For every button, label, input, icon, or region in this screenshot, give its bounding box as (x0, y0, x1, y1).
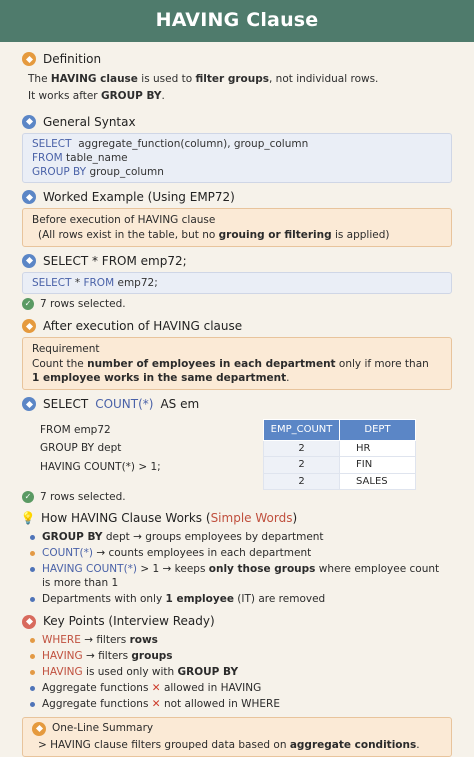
example-heading (22, 189, 452, 205)
diamond-bullet-icon (22, 52, 36, 66)
bullet-icon (30, 702, 35, 707)
table-row (264, 473, 416, 490)
kp1-kw: WHERE (42, 633, 81, 646)
summary-heading (32, 721, 442, 735)
summary-box (22, 717, 452, 756)
table-row (264, 457, 416, 474)
rows-selected-2 (22, 490, 452, 504)
bullet-icon (30, 670, 35, 675)
header-bar (0, 0, 474, 42)
keypoints-heading-text: Key Points (Interview Ready) (43, 614, 215, 629)
cell-count: 2 (264, 440, 340, 457)
how-b4-text-1: Departments with only (42, 593, 166, 606)
syntax-kw-groupby: GROUP BY (32, 166, 87, 179)
how-heading-2: ) (292, 511, 298, 526)
col-dept: DEPT (340, 420, 416, 441)
req-text-2: only if more than (335, 357, 429, 370)
list-item (30, 546, 452, 560)
def-bold-1: HAVING clause (50, 73, 138, 86)
req-bold-1: number of employees in each department (87, 357, 336, 370)
how-b3-bold: only those groups (208, 562, 316, 575)
req-text-1: Count the (32, 357, 88, 370)
kp5-text-2: not allowed in WHERE (163, 698, 280, 711)
cell-dept: SALES (340, 473, 416, 490)
after-heading (22, 318, 452, 334)
select-code-box (22, 272, 452, 294)
bullet-icon (30, 551, 35, 556)
syntax-kw-select: SELECT (32, 137, 72, 150)
bullet-icon (30, 654, 35, 659)
select-heading (22, 253, 452, 269)
rows-selected-text-1: 7 rows selected. (40, 298, 126, 311)
how-b3-text-2: where employee count (315, 562, 440, 575)
summary-text-1: > HAVING clause filters grouped data based on (38, 738, 290, 751)
bullet-icon (30, 686, 35, 691)
syntax-line-1: aggregate_function(column), group_column (78, 137, 309, 150)
req-bold-2: 1 employee works in the same department (32, 371, 287, 384)
query-groupby-col: dept (97, 442, 122, 455)
bullet-icon (30, 638, 35, 643)
kp1-text: → filters (84, 633, 130, 646)
bullet-icon (30, 567, 35, 572)
before-bold: grouing or filtering (218, 228, 332, 241)
requirement-title: Requirement (32, 343, 100, 356)
bullet-icon (30, 535, 35, 540)
select-star: * (74, 276, 81, 289)
how-b3-kw: HAVING COUNT(*) (42, 562, 138, 575)
keypoints-heading (22, 613, 452, 629)
how-heading-1: How HAVING Clause Works ( (41, 511, 211, 526)
how-b1-kw: GROUP BY (42, 530, 103, 543)
diamond-bullet-icon (32, 722, 46, 736)
before-title: Before execution of HAVING clause (32, 214, 216, 227)
def-text-3: , not individual rows. (268, 73, 379, 86)
list-item (30, 592, 452, 606)
definition-heading (22, 51, 452, 67)
before-note-box (22, 208, 452, 246)
rows-selected-text-2: 7 rows selected. (40, 491, 126, 504)
list-item (30, 649, 452, 663)
before-text-2: is applied) (331, 228, 390, 241)
syntax-code-box (22, 133, 452, 184)
definition-heading-text: Definition (43, 52, 102, 66)
summary-text-2: . (416, 738, 420, 751)
query-count: COUNT(*) (95, 397, 154, 411)
query-from: FROM emp72 (40, 424, 111, 437)
def-bold-2: filter groups (195, 73, 269, 86)
before-text-1: (All rows exist in the table, but no (38, 228, 219, 241)
how-b2-text: → counts employees in each department (96, 546, 312, 559)
cell-dept: FIN (340, 457, 416, 474)
syntax-line-3: group_column (89, 166, 164, 179)
kp2-bold: groups (131, 649, 173, 662)
syntax-kw-from: FROM (32, 151, 63, 164)
from-kw: FROM (83, 276, 115, 289)
diamond-bullet-icon (22, 254, 36, 268)
how-heading-red: Simple Words (210, 511, 293, 526)
query-and-result (22, 415, 452, 490)
kp5-text-1: Aggregate functions (42, 698, 149, 711)
result-table (263, 419, 416, 490)
bullet-icon (30, 597, 35, 602)
cell-count: 2 (264, 457, 340, 474)
definition-text (22, 70, 452, 103)
kp3-kw: HAVING (42, 665, 83, 678)
how-b3-text-3: is more than 1 (42, 577, 119, 590)
req-text-3: . (286, 371, 290, 384)
kp4-text-1: Aggregate functions (42, 682, 149, 695)
check-icon: ✓ (22, 491, 34, 503)
query-select: SELECT (43, 397, 89, 411)
cell-dept: HR (340, 440, 416, 457)
content (0, 51, 474, 757)
list-item (30, 665, 452, 679)
cell-count: 2 (264, 473, 340, 490)
summary-text (32, 738, 442, 752)
list-item (30, 633, 452, 647)
kp2-kw: HAVING (42, 649, 83, 662)
diamond-bullet-icon (22, 319, 36, 333)
diamond-bullet-icon (22, 615, 36, 629)
syntax-line-2: table_name (66, 151, 128, 164)
kp3-text: is used only with (86, 665, 178, 678)
summary-title: One-Line Summary (52, 722, 154, 735)
select-heading-text: SELECT * FROM emp72; (43, 253, 187, 268)
kp3-bold: GROUP BY (177, 665, 239, 678)
def-bold-3: GROUP BY (100, 90, 162, 103)
page-title: HAVING Clause (155, 9, 319, 32)
syntax-heading-text: General Syntax (43, 114, 136, 129)
how-heading (22, 510, 452, 526)
table-row (264, 440, 416, 457)
kp4-text-2: allowed in HAVING (163, 682, 262, 695)
list-item (30, 562, 452, 590)
syntax-heading (22, 114, 452, 130)
rows-selected-1 (22, 297, 452, 311)
how-b4-bold: 1 employee (165, 593, 234, 606)
col-emp-count: EMP_COUNT (264, 420, 340, 441)
diamond-bullet-icon (22, 190, 36, 204)
how-b3-text-1: > 1 → keeps (140, 562, 209, 575)
list-item (30, 530, 452, 544)
query-heading (22, 396, 452, 412)
select-kw: SELECT (32, 276, 72, 289)
keypoint-bullets (22, 633, 452, 712)
how-b4-text-2: (IT) are removed (233, 593, 326, 606)
query-having: HAVING COUNT(*) > 1; (40, 460, 161, 473)
def-text-4: It works after (28, 90, 101, 103)
example-heading-text: Worked Example (Using EMP72) (43, 190, 235, 205)
diamond-bullet-icon (22, 115, 36, 129)
def-text-2: is used to (137, 73, 196, 86)
diamond-bullet-icon (22, 397, 36, 411)
query-groupby-kw: GROUP BY (40, 442, 95, 455)
lightbulb-icon: 💡 (20, 511, 36, 526)
list-item (30, 681, 452, 695)
after-heading-text: After execution of HAVING clause (43, 319, 243, 334)
summary-bold: aggregate conditions (289, 738, 417, 751)
requirement-box (22, 337, 452, 390)
query-as: AS em (160, 397, 200, 411)
how-b1-text: dept → groups employees by department (105, 530, 324, 543)
def-text-1: The (28, 73, 51, 86)
kp1-bold: rows (129, 633, 158, 646)
how-b2-kw: COUNT(*) (42, 546, 93, 559)
check-icon: ✓ (22, 298, 34, 310)
kp2-text: → filters (86, 649, 132, 662)
select-table: emp72; (117, 276, 158, 289)
cross-icon: ✕ (151, 698, 161, 711)
how-bullets (22, 530, 452, 607)
cross-icon: ✕ (151, 682, 161, 695)
list-item (30, 697, 452, 711)
def-text-5: . (161, 90, 165, 103)
query-lines (40, 415, 161, 490)
